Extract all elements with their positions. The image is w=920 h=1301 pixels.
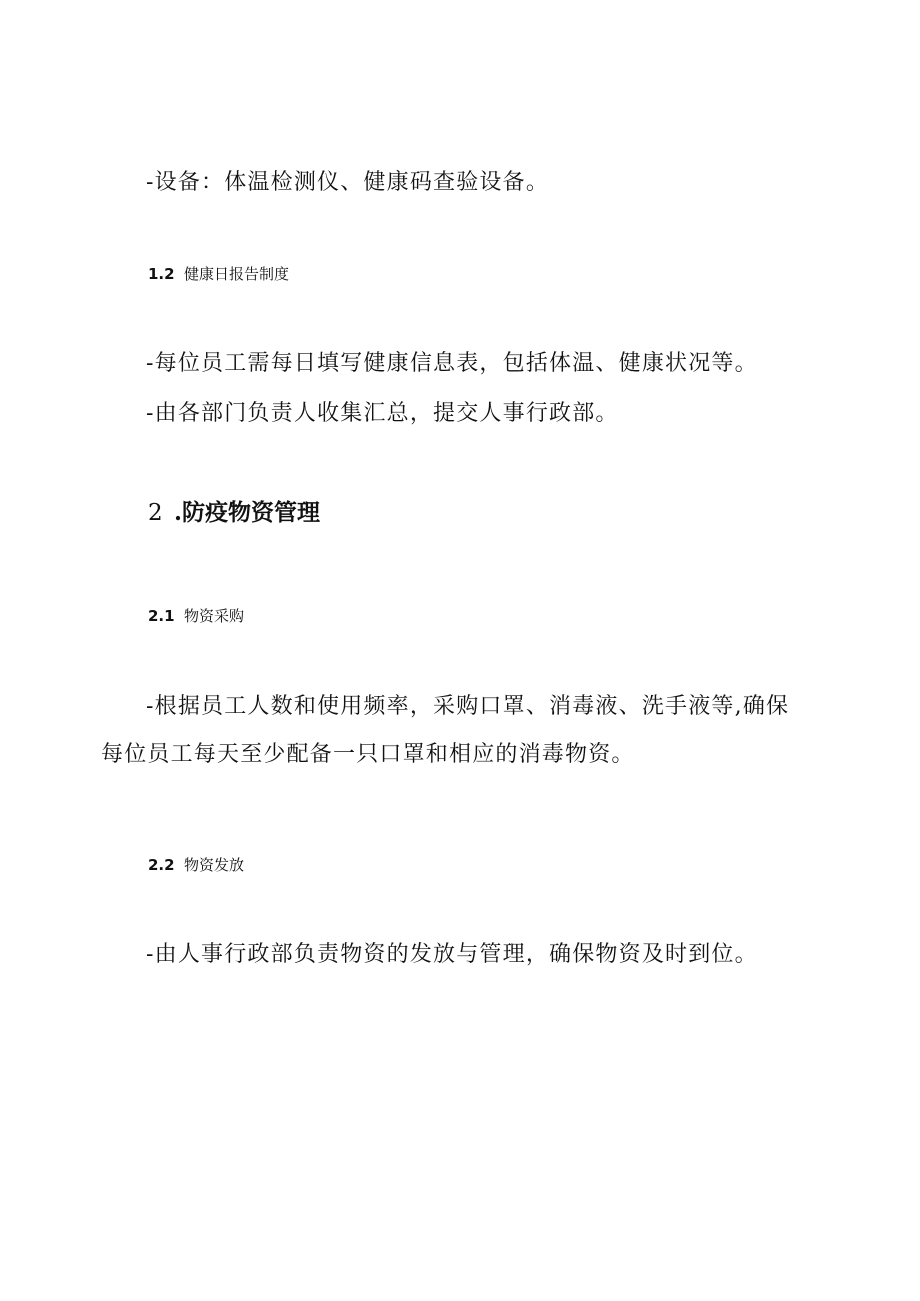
section-heading-2 — [148, 497, 320, 529]
section-title: .防疫物资管理 — [174, 499, 321, 526]
subsection-heading-2-1 — [148, 606, 244, 626]
subsection-heading-2-2 — [148, 855, 244, 875]
paragraph-purchase-line-1: -根据员工人数和使用频率，采购口罩、消毒液、洗手液等,确保 — [146, 694, 790, 719]
paragraph-purchase-line-2: 每位员工每天至少配备一只口罩和相应的消毒物资。 — [101, 742, 635, 767]
list-item-collect-submit: -由各部门负责人收集汇总，提交人事行政部。 — [146, 401, 619, 426]
subsection-title: 物资发放 — [184, 856, 245, 874]
subsection-heading-1-2 — [148, 264, 289, 284]
equipment-line: -设备：体温检测仪、健康码查验设备。 — [146, 170, 550, 195]
subsection-number: 2.1 — [148, 607, 175, 625]
list-item-distribution: -由人事行政部负责物资的发放与管理，确保物资及时到位。 — [146, 942, 758, 967]
subsection-number: 2.2 — [148, 856, 175, 874]
subsection-number: 1.2 — [148, 265, 175, 283]
section-number: 2 — [148, 500, 163, 526]
subsection-title: 健康日报告制度 — [184, 265, 290, 283]
list-item-health-form: -每位员工需每日填写健康信息表，包括体温、健康状况等。 — [146, 351, 758, 376]
subsection-title: 物资采购 — [184, 607, 245, 625]
